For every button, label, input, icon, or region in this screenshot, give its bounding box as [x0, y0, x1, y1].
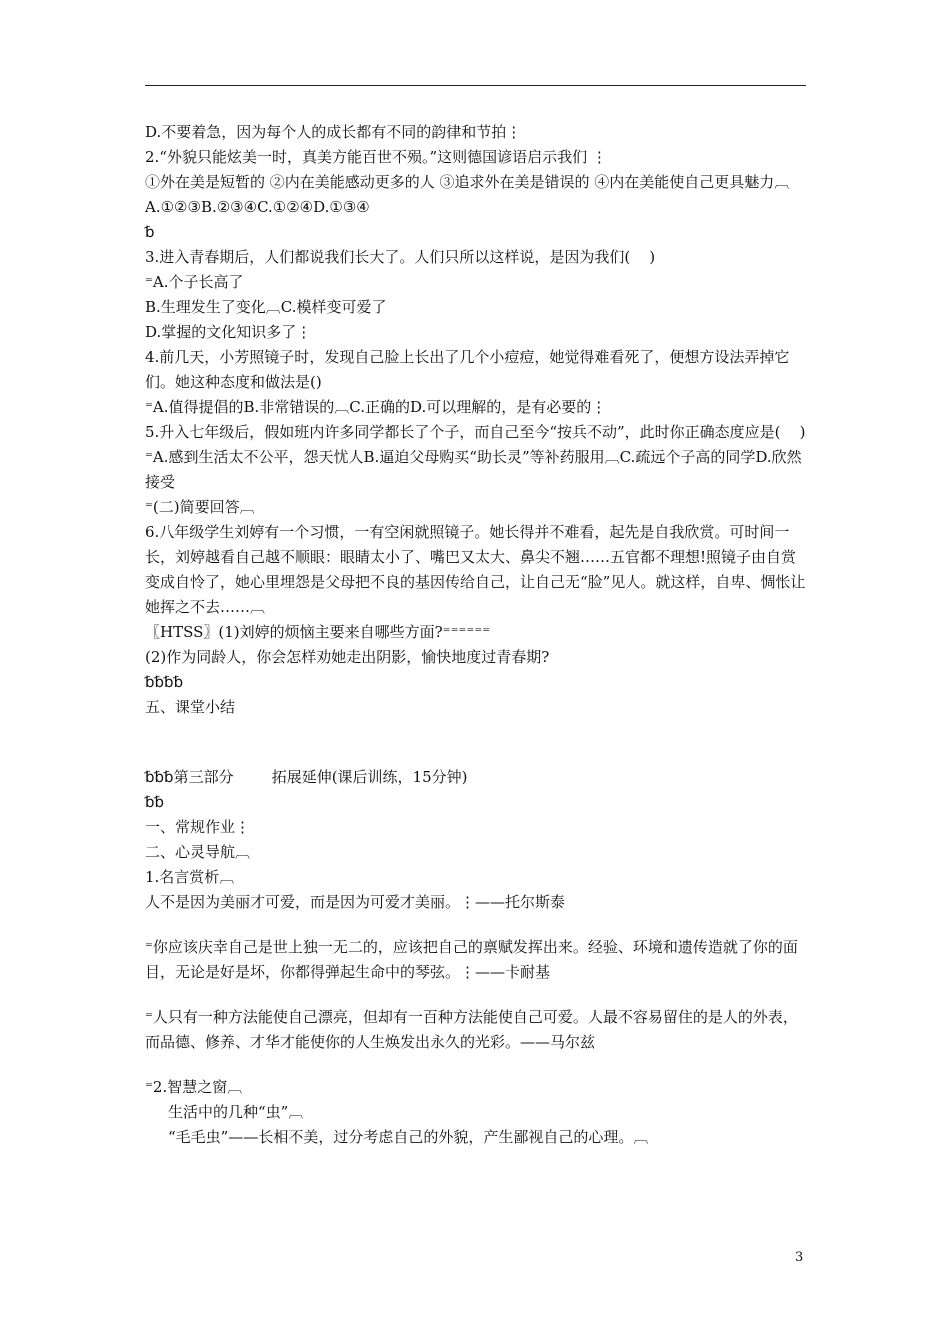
- question-2-options: A.①②③B.②③④C.①②④D.①③④: [145, 198, 370, 216]
- page-number: 3: [795, 1250, 804, 1265]
- question-6-part-1: 〖HTSS〗(1)刘婷的烦恼主要来自哪些方面?⁼⁼⁼⁼⁼⁼: [145, 623, 491, 641]
- spacer: [145, 745, 810, 765]
- bugs-in-life-title: 生活中的几种“虫”︹: [168, 1103, 304, 1121]
- question-3-option-a: ⁼A.个子长高了: [145, 273, 244, 291]
- part-three-heading: ␢␢␢第三部分 拓展延伸(课后训练，15分钟): [145, 768, 468, 786]
- spacer: [145, 1055, 810, 1075]
- quote-carnegie: ⁼你应该庆幸自己是世上独一无二的，应该把自己的禀赋发挥出来。经验、环境和遗传造就了你的面目，无论是好是坏，你都得弹起生命中的琴弦。⋮——卡耐基: [145, 938, 798, 981]
- homework-heading: 一、常规作业⋮: [145, 818, 251, 836]
- spacer: [145, 985, 810, 1005]
- quotes-heading: 1.名言赏析︹: [145, 868, 235, 886]
- question-6: 6.八年级学生刘婷有一个习惯，一有空闲就照镜子。她长得并不难看，起先是自我欣赏。可时间一长，刘婷越看自己越不顺眼：眼睛太小了、嘴巴又太大、鼻尖不翘……五官都不理想!照镜子由自赏变成自怜了，她心里埋怨是父母把不良的基因传给自己，让自己无“脸”见人。就这样，自卑、惆怅让她挥之不去……︹: [145, 523, 806, 616]
- wisdom-window-heading: ⁼2.智慧之窗︹: [145, 1078, 243, 1096]
- mind-guide-heading: 二、心灵导航︹: [145, 843, 251, 861]
- question-6-part-2: (2)作为同龄人，你会怎样劝她走出阴影，愉快地度过青春期?: [145, 648, 550, 666]
- section-summary: 五、课堂小结: [145, 698, 236, 716]
- document-body: [145, 120, 810, 1150]
- option-d: D.不要着急，因为每个人的成长都有不同的韵律和节拍⋮: [145, 123, 522, 141]
- caterpillar-item: “毛毛虫”——长相不美，过分考虑自己的外貌，产生鄙视自己的心理。︹: [168, 1128, 649, 1146]
- quote-tolstoy: 人不是因为美丽才可爱，而是因为可爱才美丽。⋮——托尔斯泰: [145, 893, 566, 911]
- header-rule: [145, 85, 806, 86]
- question-2-statements: ①外在美是短暂的 ②内在美能感动更多的人 ③追求外在美是错误的 ④内在美能使自己更具魅力︹: [145, 173, 790, 191]
- question-5-options: ⁼A.感到生活太不公平，怨天忧人B.逼迫父母购买“助长灵”等补药服用︹C.疏远个子高的同学D.欣然接受: [145, 448, 802, 491]
- quote-maltz: ⁼人只有一种方法能使自己漂亮，但却有一百种方法能使自己可爱。人最不容易留住的是人的外表，而品德、修养、才华才能使你的人生焕发出永久的光彩。——马尔兹: [145, 1008, 798, 1051]
- question-3: 3.进入青春期后，人们都说我们长大了。人们只所以这样说，是因为我们( ): [145, 248, 656, 266]
- glyph-row: ␢␢␢␢: [145, 673, 184, 691]
- spacer: [145, 720, 810, 745]
- question-2: 2.“外貌只能炫美一时，真美方能百世不殒。”这则德国谚语启示我们 ⋮: [145, 148, 607, 166]
- glyph-row: ␢: [145, 223, 155, 241]
- question-5: 5.升入七年级后，假如班内许多同学都长了个子，而自己至今“按兵不动”，此时你正确态度应是( ): [145, 423, 806, 441]
- section-short-answer: ⁼(二)简要回答︹: [145, 498, 255, 516]
- question-3-option-d: D.掌握的文化知识多了⋮: [145, 323, 312, 341]
- glyph-row: ␢␢: [145, 793, 165, 811]
- question-3-option-bc: B.生理发生了变化︹C.模样变可爱了: [145, 298, 387, 316]
- question-4: 4.前几天，小芳照镜子时，发现自己脸上长出了几个小痘痘，她觉得难看死了，便想方设法弄掉它们。她这种态度和做法是(): [145, 348, 790, 391]
- question-4-options: ⁼A.值得提倡的B.非常错误的︹C.正确的D.可以理解的，是有必要的⋮: [145, 398, 607, 416]
- spacer: [145, 915, 810, 935]
